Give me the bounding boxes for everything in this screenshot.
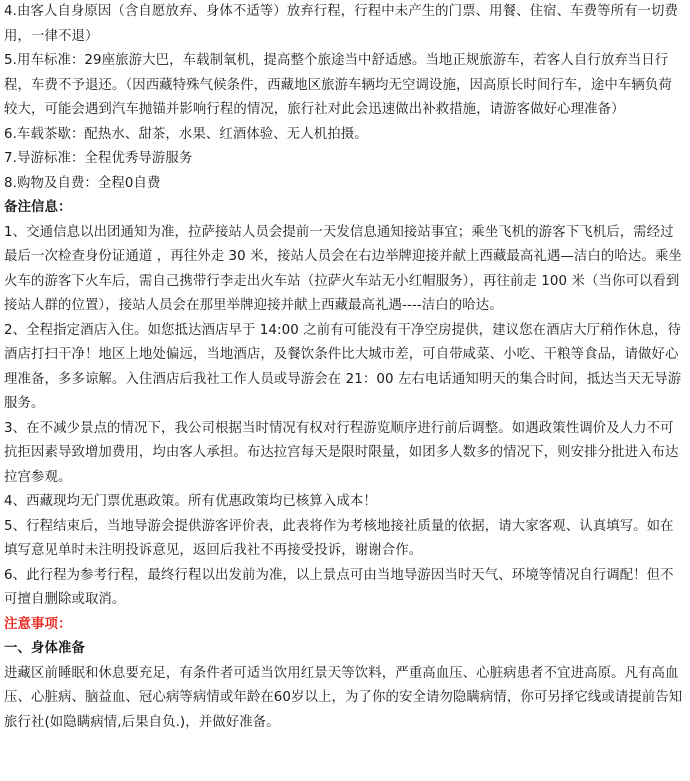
paragraph-feedback-form: 5、行程结束后，当地导游会提供游客评价表，此表将作为考核地接社质量的依据，请大家客观、认真填写。如在填写意见单时未注明投诉意见，返回后我社不再接受投诉，谢谢合作。 — [4, 518, 674, 558]
paragraph-itinerary-adjust: 3、在不减少景点的情况下，我公司根据当时情况有权对行程游览顺序进行前后调整。如遇政策性调价及人力不可抗拒因素导致增加费用，均由客人承担。布达拉宫每天是限时限量，如团多人数多的情况下，则安排分批进入布达拉宫参观。 — [4, 420, 679, 485]
paragraph-vehicle-standard: 5.用车标准：29座旅游大巴，车载制氧机，提高整个旅途当中舒适感。当地正规旅游车，若客人自行放弃当日行程，车费不予退还。（因西藏特殊气候条件，西藏地区旅游车辆均无空调设施，因高原长时间行车，途中车辆负荷较大，可能会遇到汽车抛锚并影响行程的情况，旅行社对此会迅速做出补救措施，请游客做好心理准备） — [4, 53, 672, 117]
heading-remarks: 备注信息： — [4, 200, 72, 215]
heading-physical-prep: 一、身体准备 — [4, 641, 85, 656]
paragraph-personal-waiver: 4.由客人自身原因（含自愿放弃、身体不适等）放弃行程，行程中未产生的门票、用餐、住宿、车费等所有一切费用，一律不退） — [4, 4, 679, 44]
paragraph-shopping: 8.购物及自费：全程0自费 — [4, 175, 161, 191]
paragraph-hotel-info: 2、全程指定酒店入住。如您抵达酒店早于 14:00 之前有可能没有干净空房提供，建议您在酒店大厅稍作休息，待酒店打扫干净！地区上地处偏远，当地酒店，及餐饮条件比大城市差，可自带咸菜、小吃、干粮等食品，请做好心理准备，多多谅解。入住酒店后我社工作人员或导游会在 21：00 左右电话通知明天的集合时间，抵达当天无导游服务。 — [4, 322, 682, 411]
paragraph-guide-standard: 7.导游标准：全程优秀导游服务 — [4, 151, 193, 166]
paragraph-transport-info: 1、交通信息以出团通知为准，拉萨接站人员会提前一天发信息通知接站事宜；乘坐飞机的游客下飞机后，需经过最后一次检查身份证通道 ，再往外走 30 米，接站人员会在右边举牌迎接并献上西藏最高礼遇—洁白的哈达。乘坐火车的游客下火车后，需自己携带行李走出火车站（拉萨火车站无小红帽服务），再往前走 100 米（当你可以看到接站人群的位置），接站人员会在那里举牌迎接并献上西藏最高礼遇----洁白的哈达。 — [4, 224, 682, 313]
paragraph-reference-itinerary: 6、此行程为参考行程，最终行程以出发前为准，以上景点可由当地导游因当时天气、环境等情况自行调配！但不可擅自删除或取消。 — [4, 567, 674, 607]
paragraph-physical-prep: 进藏区前睡眠和休息要充足，有条件者可适当饮用红景天等饮料，严重高血压、心脏病患者不宜进高原。凡有高血压、心脏病、脑益血、冠心病等病情或年龄在60岁以上，为了你的安全请勿隐瞒病情，你可另择它线或请提前告知旅行社(如隐瞒病情,后果自负.)，并做好准备。 — [4, 665, 683, 730]
paragraph-tea-break: 6.车载茶歇：配热水、甜茶，水果、红酒体验、无人机拍摄。 — [4, 126, 368, 142]
heading-precautions: 注意事项： — [4, 616, 72, 632]
paragraph-ticket-policy: 4、西藏现均无门票优惠政策。所有优惠政策均已核算入成本！ — [4, 494, 377, 509]
